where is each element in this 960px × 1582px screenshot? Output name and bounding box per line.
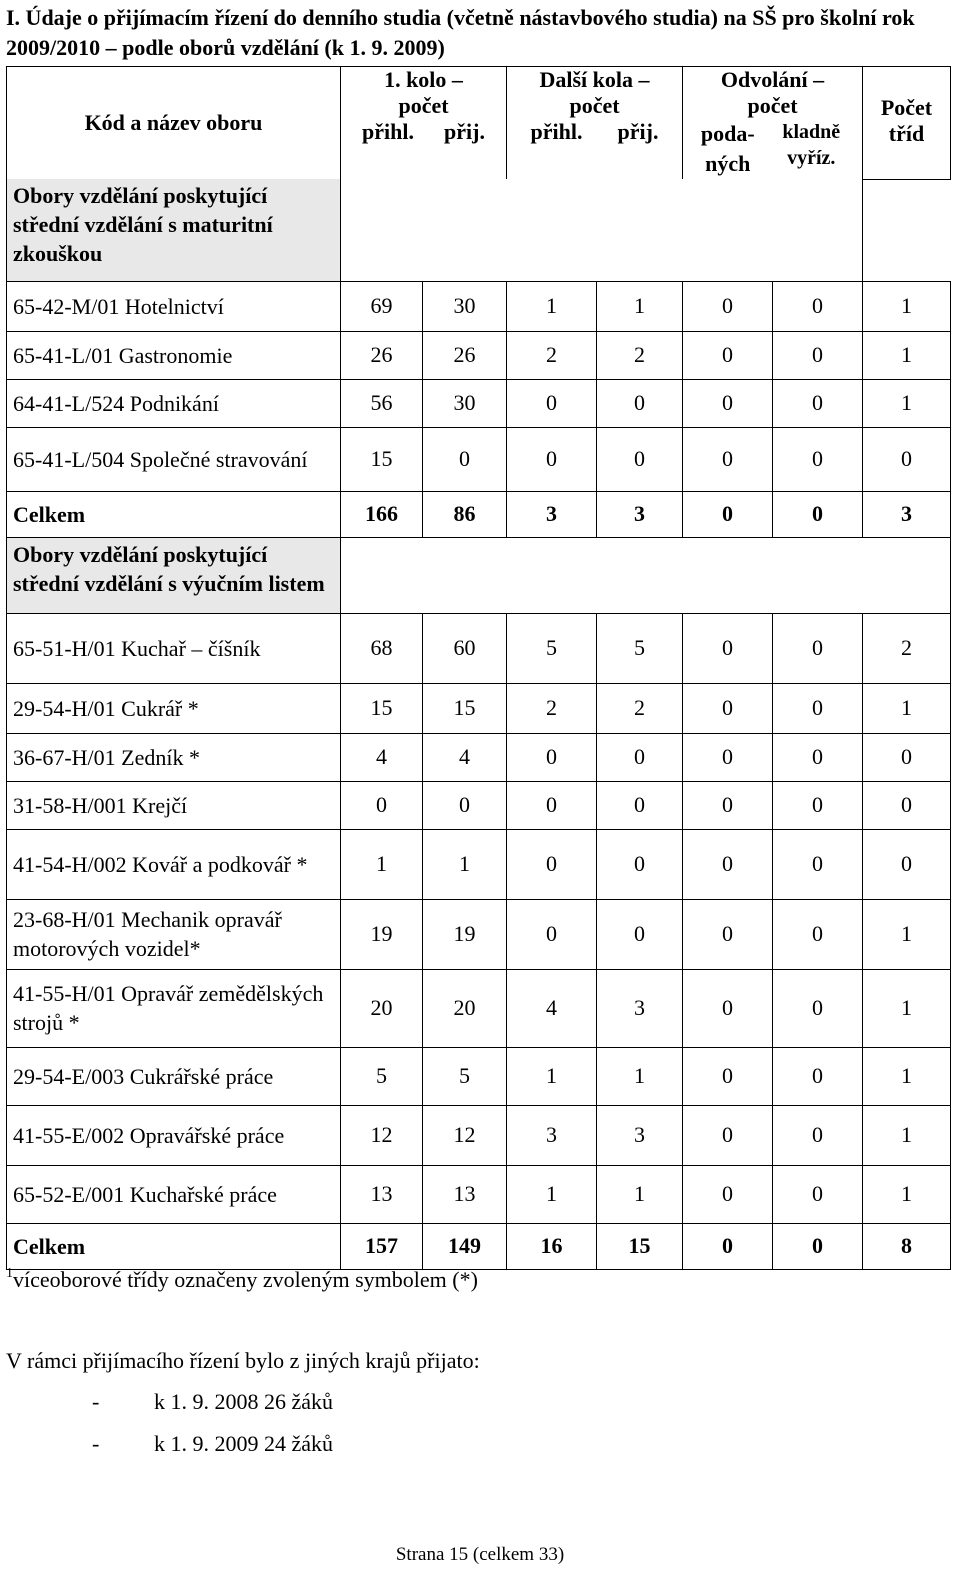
row-value: 0 xyxy=(683,969,773,1047)
row-value: 56 xyxy=(341,379,423,427)
header-round1-cell xyxy=(341,67,507,180)
row-value: 0 xyxy=(683,781,773,829)
row-name: 65-51-H/01 Kuchař – číšník xyxy=(7,613,341,683)
row-value: 0 xyxy=(863,829,951,899)
row-value: 30 xyxy=(423,379,507,427)
row-value: 0 xyxy=(597,379,683,427)
admissions-title: V rámci přijímacího řízení bylo z jiných krajů přijato: xyxy=(6,1348,480,1373)
header-round1-prij: přij. xyxy=(444,119,485,144)
row-value: 0 xyxy=(773,427,863,491)
table-row xyxy=(7,781,951,829)
header-other-rounds-label: Další kola – počet xyxy=(539,67,650,118)
total-value: 0 xyxy=(683,1223,773,1269)
row-name: 65-42-M/01 Hotelnictví xyxy=(7,281,341,331)
row-value: 0 xyxy=(773,969,863,1047)
header-appeal-kladne: kladně vyříz. xyxy=(782,121,841,169)
total-value: 166 xyxy=(341,491,423,537)
row-value: 2 xyxy=(597,683,683,733)
row-value: 1 xyxy=(423,829,507,899)
row-value: 19 xyxy=(341,899,423,969)
row-value: 12 xyxy=(341,1105,423,1165)
row-value: 5 xyxy=(507,613,597,683)
row-value: 0 xyxy=(863,427,951,491)
row-name: 65-41-L/504 Společné stravování xyxy=(7,427,341,491)
row-value: 4 xyxy=(507,969,597,1047)
row-value: 0 xyxy=(773,613,863,683)
admissions-bullet-1: - xyxy=(92,1389,100,1414)
row-value: 1 xyxy=(863,683,951,733)
row-value: 5 xyxy=(597,613,683,683)
row-value: 2 xyxy=(863,613,951,683)
table-row xyxy=(7,281,951,331)
total-value: 0 xyxy=(683,491,773,537)
total-value: 157 xyxy=(341,1223,423,1269)
row-name: 36-67-H/01 Zedník * xyxy=(7,733,341,781)
footnote-mark: 1 xyxy=(6,1266,13,1281)
row-value: 0 xyxy=(597,899,683,969)
row-value: 0 xyxy=(773,379,863,427)
row-value: 1 xyxy=(863,1105,951,1165)
row-name: 41-54-H/002 Kovář a podkovář * xyxy=(7,829,341,899)
row-value: 0 xyxy=(683,281,773,331)
header-appeal-label: Odvolání – počet xyxy=(720,67,825,118)
row-value: 1 xyxy=(341,829,423,899)
header-classes-cell xyxy=(863,67,951,180)
row-value: 3 xyxy=(507,1105,597,1165)
row-name: 41-55-E/002 Opravářské práce xyxy=(7,1105,341,1165)
row-value: 4 xyxy=(341,733,423,781)
header-code-cell xyxy=(7,67,341,180)
row-value: 0 xyxy=(773,733,863,781)
header-other-rounds-cell xyxy=(507,67,683,180)
row-value: 12 xyxy=(423,1105,507,1165)
table-row xyxy=(7,969,951,1047)
row-value: 0 xyxy=(507,427,597,491)
total-value: 0 xyxy=(773,1223,863,1269)
table-row xyxy=(7,1105,951,1165)
row-value: 1 xyxy=(597,281,683,331)
row-value: 0 xyxy=(863,781,951,829)
header-round1-prihl: přihl. xyxy=(362,119,414,144)
total-value: 3 xyxy=(597,491,683,537)
row-value: 1 xyxy=(863,969,951,1047)
header-classes-label: Počet tříd xyxy=(880,95,933,146)
row-value: 0 xyxy=(423,427,507,491)
total-value: 149 xyxy=(423,1223,507,1269)
row-value: 3 xyxy=(597,1105,683,1165)
row-value: 15 xyxy=(341,427,423,491)
row-value: 0 xyxy=(773,899,863,969)
table-row xyxy=(7,1047,951,1105)
row-value: 2 xyxy=(507,683,597,733)
row-value: 0 xyxy=(341,781,423,829)
row-value: 0 xyxy=(507,781,597,829)
row-value: 3 xyxy=(597,969,683,1047)
row-name: 64-41-L/524 Podnikání xyxy=(7,379,341,427)
row-value: 13 xyxy=(423,1165,507,1223)
row-value: 2 xyxy=(507,331,597,379)
row-value: 60 xyxy=(423,613,507,683)
total-value: 3 xyxy=(863,491,951,537)
row-value: 69 xyxy=(341,281,423,331)
row-value: 2 xyxy=(597,331,683,379)
row-value: 0 xyxy=(773,1047,863,1105)
row-value: 68 xyxy=(341,613,423,683)
total-value: 16 xyxy=(507,1223,597,1269)
row-value: 0 xyxy=(423,781,507,829)
row-value: 1 xyxy=(507,1165,597,1223)
row-value: 0 xyxy=(773,1105,863,1165)
row-value: 0 xyxy=(597,427,683,491)
total-value: 3 xyxy=(507,491,597,537)
row-value: 1 xyxy=(863,331,951,379)
header-other-prihl: přihl. xyxy=(530,119,583,144)
row-name: 23-68-H/01 Mechanik opravář motorových vozidel* xyxy=(7,899,341,969)
row-value: 0 xyxy=(683,1105,773,1165)
total-value: 86 xyxy=(423,491,507,537)
row-value: 15 xyxy=(341,683,423,733)
row-value: 0 xyxy=(683,1165,773,1223)
table-row xyxy=(7,427,951,491)
row-value: 0 xyxy=(683,1047,773,1105)
document-title: I. Údaje o přijímacím řízení do denního studia (včetně nástavbového studia) na SŠ pro školní rok 2009/2010 – podle oborů vzdělání (k 1. 9. 2009) xyxy=(6,5,915,60)
row-value: 0 xyxy=(683,683,773,733)
row-value: 5 xyxy=(423,1047,507,1105)
row-value: 5 xyxy=(341,1047,423,1105)
row-value: 0 xyxy=(773,281,863,331)
row-value: 0 xyxy=(683,427,773,491)
row-name: 29-54-H/01 Cukrář * xyxy=(7,683,341,733)
header-code-label: Kód a název oboru xyxy=(84,110,263,135)
row-name: 65-52-E/001 Kuchařské práce xyxy=(7,1165,341,1223)
total-value: 15 xyxy=(597,1223,683,1269)
row-value: 1 xyxy=(597,1047,683,1105)
row-value: 0 xyxy=(773,829,863,899)
footnote xyxy=(6,1260,478,1294)
row-value: 0 xyxy=(507,899,597,969)
row-value: 0 xyxy=(773,781,863,829)
row-value: 1 xyxy=(507,1047,597,1105)
total-label: Celkem xyxy=(7,1223,341,1269)
table-row xyxy=(7,1165,951,1223)
row-value: 1 xyxy=(597,1165,683,1223)
table-row xyxy=(7,613,951,683)
table-row xyxy=(7,899,951,969)
row-value: 0 xyxy=(773,1165,863,1223)
row-value: 0 xyxy=(683,613,773,683)
admissions-bullet-2: - xyxy=(92,1431,100,1456)
group-filler xyxy=(341,179,863,281)
row-value: 20 xyxy=(423,969,507,1047)
row-value: 26 xyxy=(341,331,423,379)
total-value: 0 xyxy=(773,491,863,537)
row-value: 0 xyxy=(683,379,773,427)
admissions-table xyxy=(6,66,951,1270)
footnote-text: víceoborové třídy označeny zvoleným symbolem (*) xyxy=(13,1267,478,1292)
row-value: 1 xyxy=(863,1047,951,1105)
row-value: 0 xyxy=(863,733,951,781)
admissions-item-1: k 1. 9. 2008 26 žáků xyxy=(154,1389,334,1414)
row-name: 29-54-E/003 Cukrářské práce xyxy=(7,1047,341,1105)
row-value: 0 xyxy=(683,899,773,969)
group-header-row xyxy=(7,537,951,613)
row-value: 20 xyxy=(341,969,423,1047)
row-value: 1 xyxy=(863,379,951,427)
row-value: 19 xyxy=(423,899,507,969)
table-row xyxy=(7,733,951,781)
header-row-top xyxy=(7,67,951,180)
total-value: 8 xyxy=(863,1223,951,1269)
header-appeal-podanych: poda-ných xyxy=(700,121,755,176)
row-value: 0 xyxy=(683,829,773,899)
row-value: 26 xyxy=(423,331,507,379)
header-round1-label: 1. kolo – počet xyxy=(384,67,463,118)
row-value: 0 xyxy=(507,379,597,427)
group-header-row xyxy=(7,179,951,281)
table-row xyxy=(7,379,951,427)
group-label: Obory vzdělání poskytující střední vzdělání s maturitní zkouškou xyxy=(7,179,341,281)
row-value: 0 xyxy=(773,331,863,379)
row-value: 1 xyxy=(863,1165,951,1223)
table-row xyxy=(7,331,951,379)
row-name: 65-41-L/01 Gastronomie xyxy=(7,331,341,379)
page-footer: Strana 15 (celkem 33) xyxy=(395,1544,565,1565)
row-value: 15 xyxy=(423,683,507,733)
row-value: 0 xyxy=(597,781,683,829)
row-value: 0 xyxy=(597,733,683,781)
row-value: 0 xyxy=(773,683,863,733)
row-value: 1 xyxy=(863,899,951,969)
row-value: 1 xyxy=(507,281,597,331)
row-value: 4 xyxy=(423,733,507,781)
admissions-item-2: k 1. 9. 2009 24 žáků xyxy=(154,1431,334,1456)
total-label: Celkem xyxy=(7,491,341,537)
row-name: 41-55-H/01 Opravář zemědělských strojů * xyxy=(7,969,341,1047)
row-value: 0 xyxy=(507,829,597,899)
table-row xyxy=(7,683,951,733)
row-value: 0 xyxy=(683,331,773,379)
row-value: 13 xyxy=(341,1165,423,1223)
row-name: 31-58-H/001 Krejčí xyxy=(7,781,341,829)
table-row xyxy=(7,829,951,899)
row-value: 0 xyxy=(597,829,683,899)
group-label: Obory vzdělání poskytující střední vzdělání s výučním listem xyxy=(7,537,341,613)
total-row xyxy=(7,491,951,537)
group-filler xyxy=(341,537,951,613)
row-value: 1 xyxy=(863,281,951,331)
header-other-prij: přij. xyxy=(617,119,659,144)
row-value: 0 xyxy=(683,733,773,781)
row-value: 0 xyxy=(507,733,597,781)
header-appeal-cell xyxy=(683,67,863,180)
row-value: 30 xyxy=(423,281,507,331)
